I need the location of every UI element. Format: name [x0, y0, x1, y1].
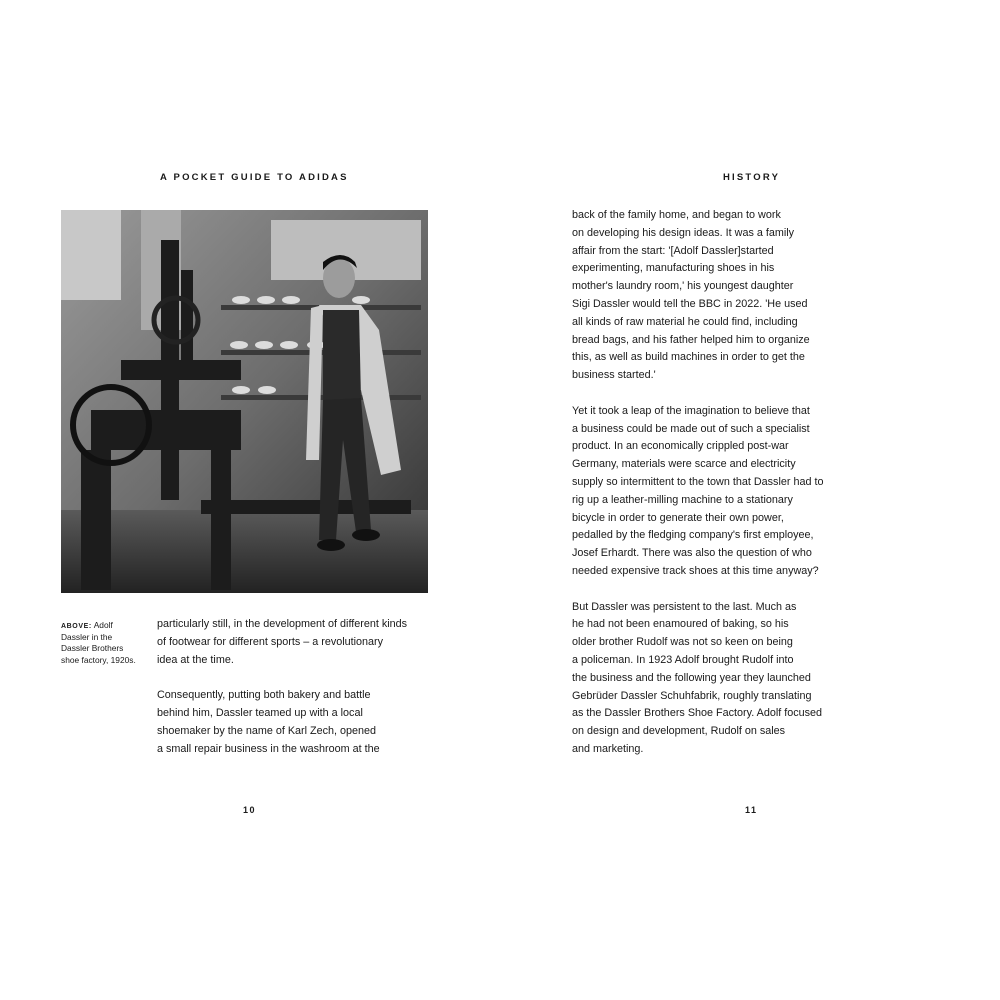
photo-caption	[61, 620, 149, 666]
text-line: experimenting, manufacturing shoes in his	[572, 262, 775, 275]
text-line: affair from the start: '[Adolf Dassler]started	[572, 244, 774, 257]
factory-photo	[61, 210, 428, 593]
text-line: on design and development, Rudolf on sales	[572, 725, 786, 738]
text-line: older brother Rudolf was not so keen on being	[572, 636, 793, 649]
right-body-text	[572, 207, 862, 777]
text-line: mother's laundry room,' his youngest daughter	[572, 280, 794, 293]
left-body-text	[157, 616, 437, 776]
text-line: Consequently, putting both bakery and battle	[157, 689, 371, 702]
caption-line: Dassler Brothers	[61, 643, 124, 654]
text-line: a business could be made out of such a specialist	[572, 422, 810, 435]
text-line: all kinds of raw material he could find, including	[572, 315, 798, 328]
text-line: Gebrüder Dassler Schuhfabrik, roughly translating	[572, 689, 812, 702]
paragraph	[572, 599, 862, 759]
text-line: Germany, materials were scarce and electricity	[572, 458, 796, 471]
text-line: Sigi Dassler would tell the BBC in 2022. 'He used	[572, 297, 808, 310]
caption-line: Adolf	[93, 620, 113, 630]
paragraph	[157, 687, 437, 758]
text-line: as the Dassler Brothers Shoe Factory. Adolf focused	[572, 707, 823, 720]
caption-line: Dassler in the	[61, 632, 113, 643]
text-line: a small repair business in the washroom at the	[157, 742, 380, 755]
text-line: needed expensive track shoes at this time anyway?	[572, 564, 819, 577]
text-line: back of the family home, and began to work	[572, 209, 781, 221]
text-line: rig up a leather-milling machine to a stationary	[572, 493, 793, 506]
text-line: bread bags, and his father helped him to organize	[572, 333, 810, 346]
text-line: he had not been enamoured of baking, so his	[572, 618, 789, 631]
text-line: particularly still, in the development of different kinds	[157, 618, 408, 630]
running-head-right: HISTORY	[723, 172, 781, 183]
text-line: But Dassler was persistent to the last. Much as	[572, 600, 797, 613]
page-number-right: 11	[745, 805, 758, 815]
paragraph	[572, 207, 862, 385]
text-line: this, as well as build machines in order to get the	[572, 351, 805, 364]
text-line: and marketing.	[572, 742, 644, 755]
caption-line: shoe factory, 1920s.	[61, 654, 136, 665]
paragraph	[157, 616, 437, 669]
text-line: Josef Erhardt. There was also the question of who	[572, 547, 812, 560]
text-line: shoemaker by the name of Karl Zech, opened	[157, 724, 377, 737]
text-line: a policeman. In 1923 Adolf brought Rudolf into	[572, 653, 794, 666]
text-line: idea at the time.	[157, 653, 234, 666]
text-line: Yet it took a leap of the imagination to believe that	[572, 404, 810, 417]
text-line: supply so intermittent to the town that Dassler had to	[572, 475, 824, 488]
text-line: on developing his design ideas. It was a family	[572, 226, 795, 239]
text-line: business started.'	[572, 369, 656, 382]
text-line: product. In an economically crippled post-war	[572, 440, 789, 453]
caption-label: ABOVE:	[61, 623, 92, 630]
text-line: bicycle in order to generate their own power,	[572, 511, 784, 524]
text-line: the business and the following year they launched	[572, 671, 811, 684]
page-number-left: 10	[243, 805, 257, 815]
paragraph	[572, 403, 862, 581]
text-line: of footwear for different sports – a revolutionary	[157, 635, 384, 648]
text-line: behind him, Dassler teamed up with a local	[157, 706, 363, 719]
running-head-left: A POCKET GUIDE TO ADIDAS	[160, 172, 349, 183]
text-line: pedalled by the fledging company's first employee,	[572, 529, 814, 542]
